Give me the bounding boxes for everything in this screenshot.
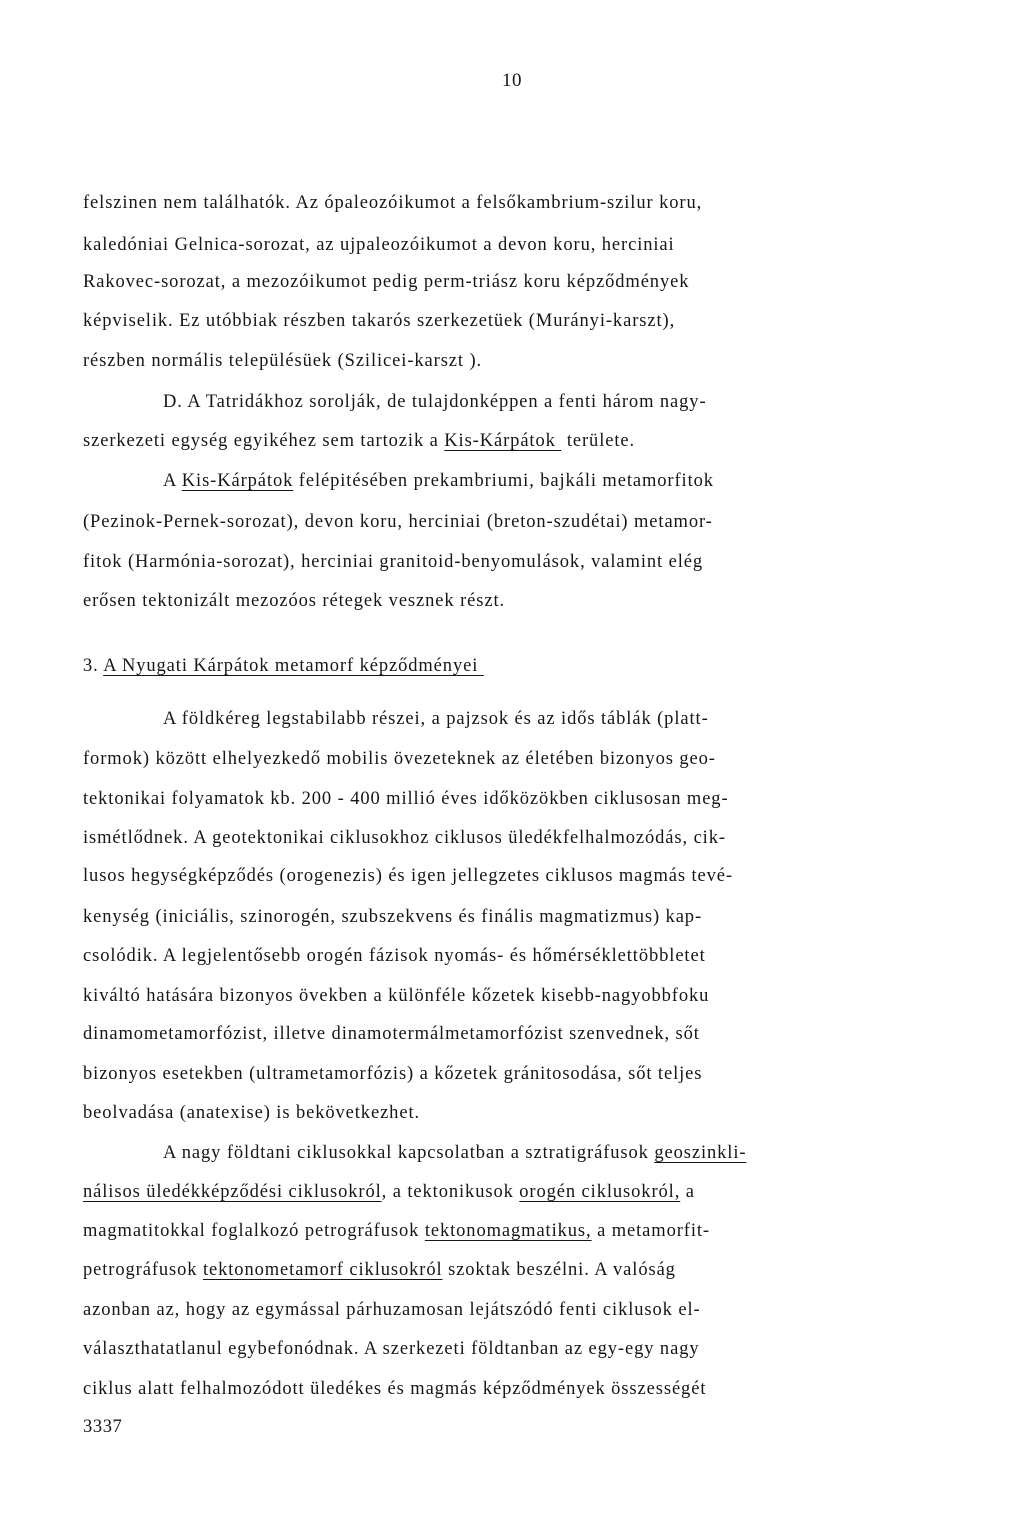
text-line: ismétlődnek. A geotektonikai ciklusokhoz ciklusos üledékfelhalmozódás, cik-: [83, 828, 726, 848]
text-line: ciklus alatt felhalmozódott üledékes és magmás képződmények összességét: [83, 1379, 707, 1399]
text-line: felszinen nem találhatók. Az ópaleozóikumot a felsőkambrium-szilur koru,: [83, 193, 703, 213]
underlined-term: Kis-Kárpátok: [444, 431, 562, 451]
underlined-term: tektonometamorf ciklusokról: [202, 1260, 443, 1280]
underlined-term: Kis-Kárpátok: [181, 471, 294, 491]
underlined-term: geoszinkli-: [654, 1143, 747, 1163]
section-heading: 3. A Nyugati Kárpátok metamorf képződményei: [83, 656, 484, 676]
text-line: kenység (iniciális, szinorogén, szubszekvens és finális magmatizmus) kap-: [83, 907, 703, 927]
text-line: A földkéreg legstabilabb részei, a pajzsok és az idős táblák (platt-: [163, 709, 709, 729]
section-heading-title: A Nyugati Kárpátok metamorf képződményei: [103, 656, 484, 676]
text-line: magmatitokkal foglalkozó petrográfusok tektonomagmatikus, a metamorfit-: [83, 1221, 710, 1241]
text-line: beolvadása (anatexise) is bekövetkezhet.: [83, 1103, 421, 1123]
text-line: (Pezinok-Pernek-sorozat), devon koru, herciniai (breton-szudétai) metamor-: [83, 512, 713, 532]
text-line: csolódik. A legjelentősebb orogén fázisok nyomás- és hőmérséklettöbbletet: [83, 946, 706, 966]
text-line: A nagy földtani ciklusokkal kapcsolatban a sztratigráfusok geoszinkli-: [163, 1143, 747, 1163]
text-line: fitok (Harmónia-sorozat), herciniai granitoid-benyomulások, valamint elég: [83, 552, 704, 572]
text-line: petrográfusok tektonometamorf ciklusokról szoktak beszélni. A valóság: [83, 1260, 676, 1280]
text-line: A Kis-Kárpátok felépitésében prekambriumi, bajkáli metamorfitok: [163, 471, 714, 491]
text-line: dinamometamorfózist, illetve dinamotermálmetamorfózist szenvednek, sőt: [83, 1024, 700, 1044]
text-line: választhatatlanul egybefonódnak. A szerkezeti földtanban az egy-egy nagy: [83, 1339, 700, 1359]
underlined-term: orogén ciklusokról,: [519, 1182, 681, 1202]
text-line: tektonikai folyamatok kb. 200 - 400 millió éves időközökben ciklusosan meg-: [83, 789, 729, 809]
text-line: erősen tektonizált mezozóos rétegek vesznek részt.: [83, 591, 506, 611]
text-line: azonban az, hogy az egymással párhuzamosan lejátszódó fenti ciklusok el-: [83, 1300, 701, 1320]
text-line: bizonyos esetekben (ultrametamorfózis) a kőzetek gránitosodása, sőt teljes: [83, 1064, 703, 1084]
underlined-term: tektonomagmatikus,: [424, 1221, 592, 1241]
text-line: lusos hegységképződés (orogenezis) és igen jellegzetes ciklusos magmás tevé-: [83, 866, 733, 886]
text-line: nálisos üledékképződési ciklusokról, a tektonikusok orogén ciklusokról, a: [83, 1182, 695, 1202]
text-line: kaledóniai Gelnica-sorozat, az ujpaleozóikumot a devon koru, herciniai: [83, 235, 675, 255]
text-line: Rakovec-sorozat, a mezozóikumot pedig perm-triász koru képződmények: [83, 272, 690, 292]
underlined-term: nálisos üledékképződési ciklusokról: [83, 1182, 382, 1202]
page-number: 10: [502, 70, 522, 91]
text-line: szerkezeti egység egyikéhez sem tartozik a Kis-Kárpátok területe.: [83, 431, 636, 451]
footer-code: 3337: [83, 1417, 123, 1437]
text-line: D. A Tatridákhoz sorolják, de tulajdonképpen a fenti három nagy-: [163, 392, 707, 412]
text-line: kiváltó hatására bizonyos övekben a különféle kőzetek kisebb-nagyobbfoku: [83, 986, 710, 1006]
text-line: képviselik. Ez utóbbiak részben takarós szerkezetüek (Murányi-karszt),: [83, 311, 676, 331]
text-line: részben normális településüek (Szilicei-karszt ).: [83, 351, 483, 371]
text-line: formok) között elhelyezkedő mobilis övezeteknek az életében bizonyos geo-: [83, 749, 716, 769]
